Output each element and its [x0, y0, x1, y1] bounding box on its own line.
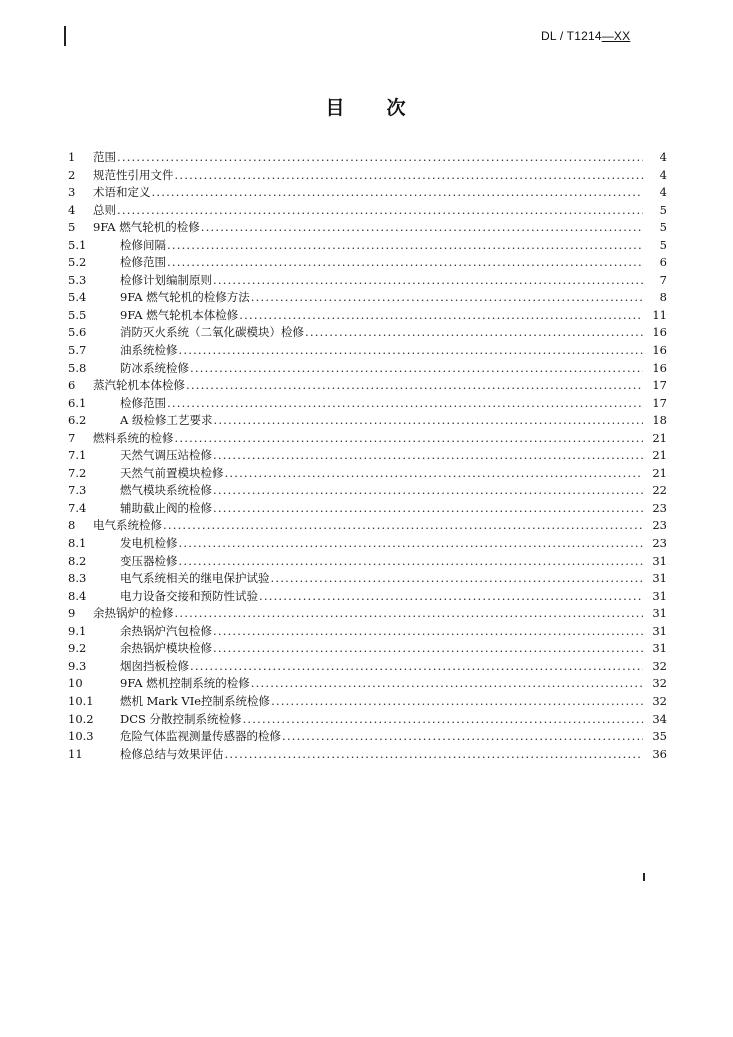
toc-leader-dots: [243, 711, 643, 729]
toc-entry-label: 规范性引用文件: [93, 167, 174, 182]
toc-leader-dots: [225, 465, 644, 483]
toc-entry[interactable]: [68, 623, 667, 641]
toc-leader-dots: [213, 447, 643, 465]
toc-leader-dots: [167, 395, 643, 413]
toc-entry-page: 34: [652, 711, 667, 726]
toc-entry-label: 燃机 Mark VIe控制系统检修: [120, 693, 271, 708]
toc-leader-dots: [213, 640, 643, 658]
toc-entry[interactable]: [68, 535, 667, 553]
toc-entry-label: 消防灭火系统（二氧化碳模块）检修: [120, 325, 304, 340]
toc-entry-label: 检修总结与效果评估: [120, 746, 224, 761]
standard-code: [541, 29, 630, 43]
toc-entry-page: 4: [659, 185, 667, 200]
toc-leader-dots: [179, 535, 644, 553]
toc-entry-page: 16: [652, 360, 667, 375]
page-title: [0, 93, 733, 120]
toc-entry-label: 天然气调压站检修: [120, 448, 212, 463]
toc-entry-page: 17: [652, 395, 667, 410]
toc-entry-number: 5.5: [68, 307, 87, 322]
toc-entry[interactable]: [68, 272, 667, 290]
toc-entry-page: 31: [652, 623, 667, 638]
toc-entry-number: 7.4: [68, 500, 87, 515]
toc-leader-dots: [259, 588, 643, 606]
toc-entry-number: 10.2: [68, 711, 94, 726]
toc-entry-label: 余热锅炉汽包检修: [120, 623, 212, 638]
toc-leader-dots: [251, 675, 643, 693]
toc-entry[interactable]: [68, 412, 667, 430]
toc-entry-page: 32: [652, 693, 667, 708]
toc-entry[interactable]: [68, 202, 667, 220]
toc-entry-number: 10.1: [68, 693, 94, 708]
header-margin-mark: [64, 26, 66, 46]
toc-entry-label: 电气系统检修: [93, 518, 162, 533]
toc-leader-dots: [175, 605, 644, 623]
toc-leader-dots: [271, 693, 643, 711]
toc-entry-label: 9FA 燃气轮机的检修方法: [120, 290, 250, 305]
toc-entry[interactable]: [68, 149, 667, 167]
toc-entry-label: 电力设备交接和预防性试验: [120, 588, 258, 603]
toc-entry[interactable]: [68, 711, 667, 729]
toc-entry[interactable]: [68, 605, 667, 623]
toc-entry[interactable]: [68, 517, 667, 535]
toc-entry-number: 5.7: [68, 343, 87, 358]
toc-entry[interactable]: [68, 167, 667, 185]
toc-leader-dots: [213, 482, 643, 500]
toc-entry[interactable]: [68, 184, 667, 202]
toc-entry-page: 31: [652, 588, 667, 603]
toc-entry-page: 18: [652, 413, 667, 428]
toc-entry-label: 9FA 燃机控制系统的检修: [120, 676, 250, 691]
toc-entry-number: 7.1: [68, 448, 87, 463]
toc-entry-page: 21: [652, 465, 667, 480]
toc-entry[interactable]: [68, 377, 667, 395]
toc-entry-label: 变压器检修: [120, 553, 178, 568]
toc-entry-number: 9: [68, 606, 76, 621]
toc-entry[interactable]: [68, 289, 667, 307]
toc-leader-dots: [117, 202, 643, 220]
toc-entry-label: 总则: [93, 202, 116, 217]
table-of-contents: [68, 149, 667, 763]
toc-entry[interactable]: [68, 588, 667, 606]
toc-entry-page: 35: [652, 729, 667, 744]
toc-entry-number: 4: [68, 202, 76, 217]
toc-entry-page: 16: [652, 325, 667, 340]
toc-leader-dots: [117, 149, 643, 167]
toc-entry[interactable]: [68, 447, 667, 465]
toc-leader-dots: [190, 360, 643, 378]
toc-entry-page: 4: [659, 150, 667, 164]
toc-entry-label: 9FA 燃气轮机本体检修: [120, 307, 239, 322]
toc-entry-page: 31: [652, 571, 667, 586]
title-char-1: 目: [325, 97, 347, 119]
toc-entry[interactable]: [68, 395, 667, 413]
toc-entry-number: 9.1: [68, 623, 87, 638]
toc-leader-dots: [175, 430, 644, 448]
toc-entry-number: 5.6: [68, 325, 87, 340]
toc-entry-page: 17: [652, 378, 667, 393]
toc-entry-number: 8.4: [68, 588, 87, 603]
toc-entry-number: 9.3: [68, 658, 87, 673]
toc-entry-page: 4: [659, 167, 667, 182]
toc-entry-label: 电气系统相关的继电保护试验: [120, 571, 270, 586]
toc-entry-label: 蒸汽轮机本体检修: [93, 378, 185, 393]
toc-leader-dots: [225, 746, 644, 764]
toc-entry-number: 8.2: [68, 553, 87, 568]
toc-leader-dots: [271, 570, 644, 588]
toc-entry-page: 36: [652, 746, 667, 761]
toc-entry-page: 23: [652, 518, 667, 533]
toc-entry-page: 32: [652, 676, 667, 691]
toc-entry-page: 22: [652, 483, 667, 498]
toc-entry-page: 31: [652, 641, 667, 656]
toc-leader-dots: [282, 728, 643, 746]
toc-entry-number: 3: [68, 185, 76, 200]
toc-leader-dots: [213, 623, 643, 641]
toc-entry-page: 31: [652, 553, 667, 568]
toc-entry-number: 10: [68, 676, 83, 691]
toc-leader-dots: [201, 219, 643, 237]
toc-entry-number: 6: [68, 378, 76, 393]
toc-leader-dots: [167, 237, 643, 255]
toc-entry-number: 8: [68, 518, 76, 533]
toc-leader-dots: [239, 307, 643, 325]
toc-entry-page: 31: [652, 606, 667, 621]
toc-entry-number: 7.2: [68, 465, 87, 480]
toc-entry-label: 防冰系统检修: [120, 360, 189, 375]
toc-entry-number: 5.4: [68, 290, 87, 305]
toc-leader-dots: [152, 184, 644, 202]
toc-entry-label: 燃气模块系统检修: [120, 483, 212, 498]
toc-leader-dots: [167, 254, 643, 272]
page-number-marker: [643, 873, 645, 881]
toc-entry-number: 5.8: [68, 360, 87, 375]
toc-leader-dots: [190, 658, 643, 676]
toc-entry-label: 检修范围: [120, 395, 166, 410]
toc-leader-dots: [213, 272, 643, 290]
toc-leader-dots: [305, 324, 643, 342]
toc-entry-page: 23: [652, 536, 667, 551]
toc-entry-page: 5: [659, 237, 667, 252]
toc-entry[interactable]: [68, 693, 667, 711]
toc-entry-label: 9FA 燃气轮机的检修: [93, 220, 200, 235]
standard-code-suffix: —XX: [601, 29, 631, 43]
toc-entry-number: 8.3: [68, 571, 87, 586]
toc-entry-number: 7: [68, 430, 76, 445]
toc-entry[interactable]: [68, 675, 667, 693]
toc-entry-label: 余热锅炉模块检修: [120, 641, 212, 656]
title-char-2: 次: [386, 97, 408, 119]
toc-entry-number: 10.3: [68, 729, 94, 744]
toc-entry-number: 11: [68, 746, 83, 761]
toc-entry-label: 检修范围: [120, 255, 166, 270]
standard-code-number: 1214: [574, 29, 602, 43]
toc-leader-dots: [251, 289, 643, 307]
toc-entry-page: 8: [659, 290, 667, 305]
toc-entry-page: 5: [659, 202, 667, 217]
toc-entry-page: 16: [652, 343, 667, 358]
toc-entry[interactable]: [68, 553, 667, 571]
toc-entry-label: 辅助截止阀的检修: [120, 500, 212, 515]
toc-entry-label: 术语和定义: [93, 185, 151, 200]
toc-entry-page: 6: [659, 255, 667, 270]
toc-leader-dots: [213, 500, 643, 518]
toc-entry-label: A 级检修工艺要求: [120, 413, 213, 428]
toc-leader-dots: [213, 412, 643, 430]
toc-entry[interactable]: [68, 307, 667, 325]
toc-entry[interactable]: [68, 360, 667, 378]
toc-entry-page: 11: [652, 307, 667, 322]
toc-entry-number: 5: [68, 220, 76, 235]
standard-code-prefix: DL / T: [541, 29, 575, 43]
toc-entry-label: 余热锅炉的检修: [93, 606, 174, 621]
toc-entry-number: 5.2: [68, 255, 87, 270]
toc-entry-number: 1: [68, 150, 76, 164]
toc-leader-dots: [175, 167, 644, 185]
toc-entry-page: 32: [652, 658, 667, 673]
toc-entry-label: 烟囱挡板检修: [120, 658, 189, 673]
toc-entry[interactable]: [68, 640, 667, 658]
toc-entry[interactable]: [68, 465, 667, 483]
toc-entry-page: 7: [659, 272, 667, 287]
toc-entry[interactable]: [68, 746, 667, 764]
toc-entry-label: 范围: [93, 150, 116, 164]
toc-entry[interactable]: [68, 324, 667, 342]
toc-entry[interactable]: [68, 219, 667, 237]
toc-entry-number: 6.1: [68, 395, 87, 410]
toc-entry[interactable]: [68, 254, 667, 272]
toc-entry[interactable]: [68, 570, 667, 588]
toc-entry[interactable]: [68, 237, 667, 255]
toc-entry-number: 2: [68, 167, 76, 182]
toc-leader-dots: [186, 377, 643, 395]
toc-leader-dots: [163, 517, 643, 535]
toc-entry[interactable]: [68, 342, 667, 360]
toc-entry-label: 天然气前置模块检修: [120, 465, 224, 480]
toc-entry-label: 危险气体监视测量传感器的检修: [120, 729, 281, 744]
toc-entry[interactable]: [68, 430, 667, 448]
toc-entry[interactable]: [68, 482, 667, 500]
toc-entry[interactable]: [68, 728, 667, 746]
toc-entry-label: 油系统检修: [120, 343, 178, 358]
toc-entry-number: 8.1: [68, 536, 87, 551]
toc-entry-page: 5: [659, 220, 667, 235]
toc-entry-label: DCS 分散控制系统检修: [120, 711, 242, 726]
toc-entry-number: 5.1: [68, 237, 87, 252]
toc-entry-label: 检修间隔: [120, 237, 166, 252]
toc-leader-dots: [179, 342, 644, 360]
toc-entry-number: 5.3: [68, 272, 87, 287]
toc-entry-number: 6.2: [68, 413, 87, 428]
toc-entry[interactable]: [68, 658, 667, 676]
toc-entry-page: 23: [652, 500, 667, 515]
toc-entry-label: 检修计划编制原则: [120, 272, 212, 287]
toc-entry-label: 燃料系统的检修: [93, 430, 174, 445]
toc-entry-page: 21: [652, 448, 667, 463]
toc-entry-page: 21: [652, 430, 667, 445]
toc-entry[interactable]: [68, 500, 667, 518]
toc-entry-label: 发电机检修: [120, 536, 178, 551]
toc-entry-number: 7.3: [68, 483, 87, 498]
toc-leader-dots: [179, 553, 644, 571]
toc-entry-number: 9.2: [68, 641, 87, 656]
